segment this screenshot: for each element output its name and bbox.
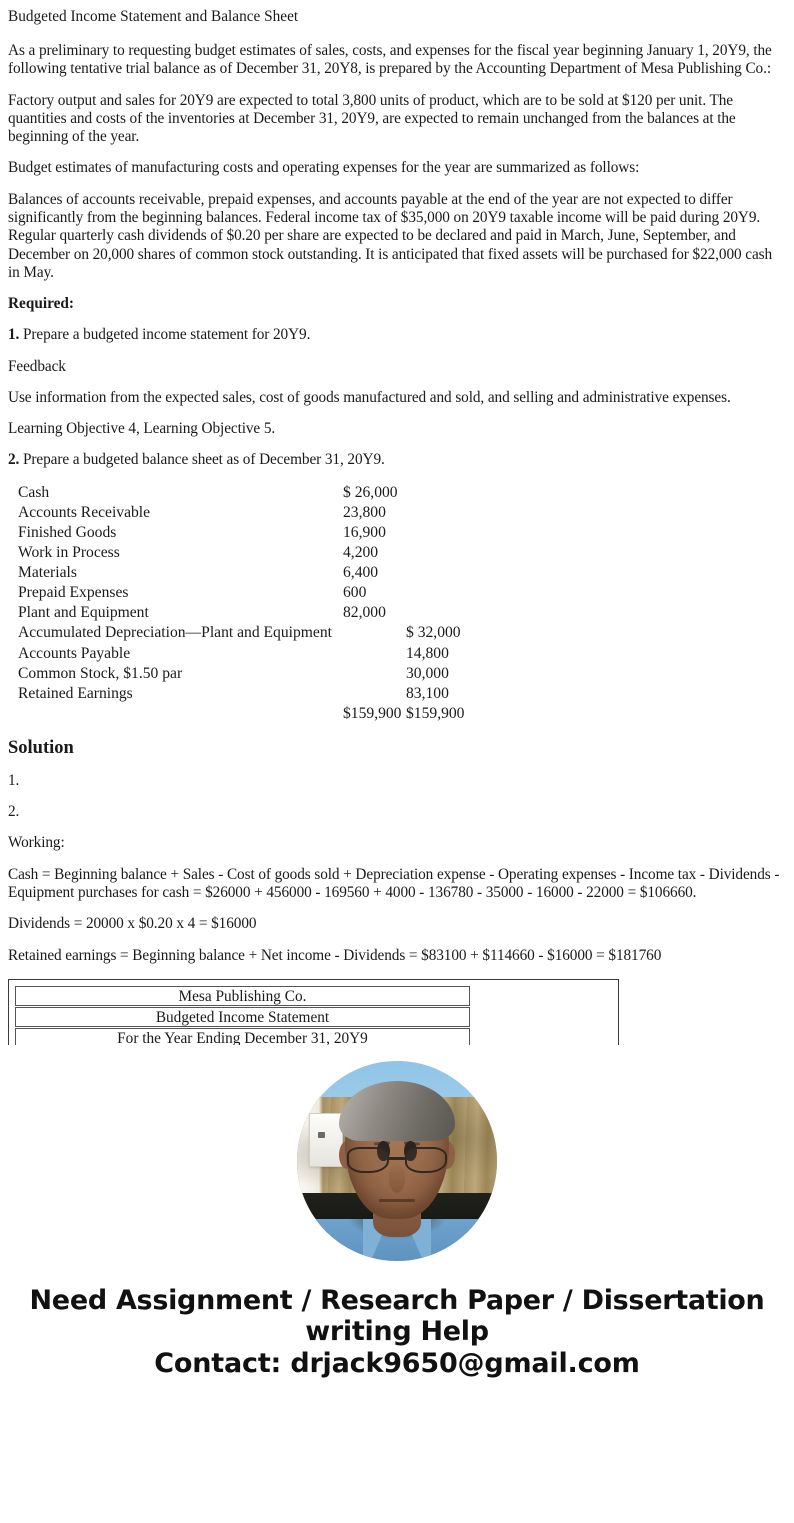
table-row [8, 483, 526, 503]
statement-title: Budgeted Income Statement [15, 1007, 470, 1027]
debit-amount [343, 684, 406, 704]
feedback-text: Use information from the expected sales, cost of goods manufactured and sold, and selling and administrative expenses. [8, 388, 731, 406]
table-row [8, 503, 526, 523]
account-name: Work in Process [18, 544, 120, 562]
solution-item-1: 1. [8, 771, 20, 789]
photo-mouth [379, 1199, 415, 1202]
account-name: Accounts Payable [18, 644, 131, 662]
table-row [8, 623, 526, 643]
credit-amount [406, 603, 526, 623]
debit-amount: 82,000 [343, 604, 386, 622]
promo-line-2: writing Help [305, 1315, 489, 1347]
credit-amount [406, 583, 526, 603]
credit-amount [406, 543, 526, 563]
required-item-1-text: Prepare a budgeted income statement for 20Y9. [23, 326, 311, 344]
page-title: Budgeted Income Statement and Balance Sheet [8, 8, 299, 25]
debit-amount: 16,900 [343, 523, 386, 541]
debit-amount: 4,200 [343, 544, 379, 562]
table-row [8, 563, 526, 583]
required-item-1-number: 1. [8, 326, 20, 344]
paragraph-balances: Balances of accounts receivable, prepaid expenses, and accounts payable at the end of the year are not expected to differ significantly from the beginning balances. Federal income tax of $35,000 on 20Y9 taxable income will be paid during 20Y9. Regular quarterly cash dividends of $0.20 per share are expected to be declared and paid in March, June, September, and December on 20,000 shares of common stock outstanding. It is anticipated that fixed assets will be purchased for $22,000 cash in May. [8, 190, 773, 281]
photo-glasses-bridge [389, 1157, 405, 1159]
account-name: Prepaid Expenses [18, 584, 129, 602]
cash-calculation: Cash = Beginning balance + Sales - Cost of goods sold + Depreciation expense - Operating expenses - Income tax - Dividends - Equipment purchases for cash = $26000 + 456000 - 169560 + 4000 - 136780 - 35000 - 16000 - 22000 = $106660. [8, 865, 780, 902]
table-row [8, 523, 526, 543]
account-name: Common Stock, $1.50 par [18, 664, 183, 682]
account-name: Accounts Receivable [18, 503, 151, 521]
required-item-2 [8, 451, 784, 469]
working-label: Working: [8, 834, 65, 852]
trial-balance-table [8, 483, 526, 724]
promo-contact-line: Contact: drjack9650@gmail.com [154, 1347, 640, 1379]
statement-period: For the Year Ending December 31, 20Y9 [15, 1028, 470, 1045]
promo-banner [0, 1285, 794, 1380]
credit-amount [406, 503, 526, 523]
account-name: Materials [18, 564, 77, 582]
paragraph-budget-estimates: Budget estimates of manufacturing costs and operating expenses for the year are summarized as follows: [8, 159, 640, 177]
retained-earnings-calculation: Retained earnings = Beginning balance + Net income - Dividends = $83100 + $114660 - $16000 = $181760 [8, 946, 662, 964]
total-debit: $159,900 [343, 704, 402, 722]
table-row [8, 664, 526, 684]
credit-amount: 83,100 [406, 684, 449, 702]
promo-line-1: Need Assignment / Research Paper / Dissertation [29, 1284, 765, 1316]
account-name: Finished Goods [18, 523, 117, 541]
budgeted-income-statement-table [8, 979, 620, 1045]
photo-wall-panel [309, 1113, 343, 1167]
paragraph-factory-output: Factory output and sales for 20Y9 are expected to total 3,800 units of product, which are to be sold at $120 per unit. The quantities and costs of the inventories at December 31, 20Y9, are expected to remain unchanged from the balances at the beginning of the year. [8, 91, 736, 146]
photo-glasses-lens-left [347, 1147, 389, 1173]
debit-amount [343, 623, 406, 643]
statement-header-rows [15, 986, 470, 1045]
required-heading: Required: [8, 295, 75, 313]
credit-amount [406, 523, 526, 543]
credit-amount [406, 563, 526, 583]
table-row [8, 603, 526, 623]
required-item-2-text: Prepare a budgeted balance sheet as of December 31, 20Y9. [23, 451, 385, 469]
account-name: Accumulated Depreciation—Plant and Equipment [18, 624, 332, 642]
avatar-section [0, 1051, 794, 1281]
table-row [8, 644, 526, 664]
credit-amount: 30,000 [406, 664, 449, 682]
dividends-calculation: Dividends = 20000 x $0.20 x 4 = $16000 [8, 915, 257, 933]
statement-company-name: Mesa Publishing Co. [15, 986, 470, 1006]
required-item-2-number: 2. [8, 451, 20, 469]
total-credit: $159,900 [406, 704, 465, 722]
credit-amount: 14,800 [406, 644, 449, 662]
table-row [8, 543, 526, 563]
debit-amount: 6,400 [343, 564, 379, 582]
debit-amount [343, 644, 406, 664]
debit-amount: 23,800 [343, 503, 386, 521]
paragraph-intro: As a preliminary to requesting budget estimates of sales, costs, and expenses for the fiscal year beginning January 1, 20Y9, the following tentative trial balance as of December 31, 20Y8, is prepared by the Accounting Department of Mesa Publishing Co.: [8, 42, 772, 78]
feedback-label: Feedback [8, 357, 66, 375]
avatar [297, 1061, 497, 1261]
account-name: Plant and Equipment [18, 604, 149, 622]
photo-glasses-lens-right [405, 1147, 447, 1173]
table-row [8, 583, 526, 603]
table-row [8, 684, 526, 704]
totals-label-spacer [8, 704, 343, 724]
account-name: Retained Earnings [18, 684, 133, 702]
trial-balance-body [8, 483, 526, 724]
debit-amount [343, 664, 406, 684]
statement-outer-border [8, 979, 619, 1045]
solution-item-2: 2. [8, 803, 20, 821]
learning-objectives: Learning Objective 4, Learning Objective 5. [8, 420, 276, 438]
photo-nose [389, 1165, 405, 1193]
trial-balance-totals-row [8, 704, 526, 724]
solution-heading: Solution [8, 737, 74, 758]
credit-amount: $ 32,000 [406, 624, 461, 642]
credit-amount [406, 483, 526, 503]
debit-amount: 600 [343, 584, 367, 602]
debit-amount: $ 26,000 [343, 483, 398, 501]
account-name: Cash [18, 483, 50, 501]
required-item-1 [8, 326, 784, 344]
